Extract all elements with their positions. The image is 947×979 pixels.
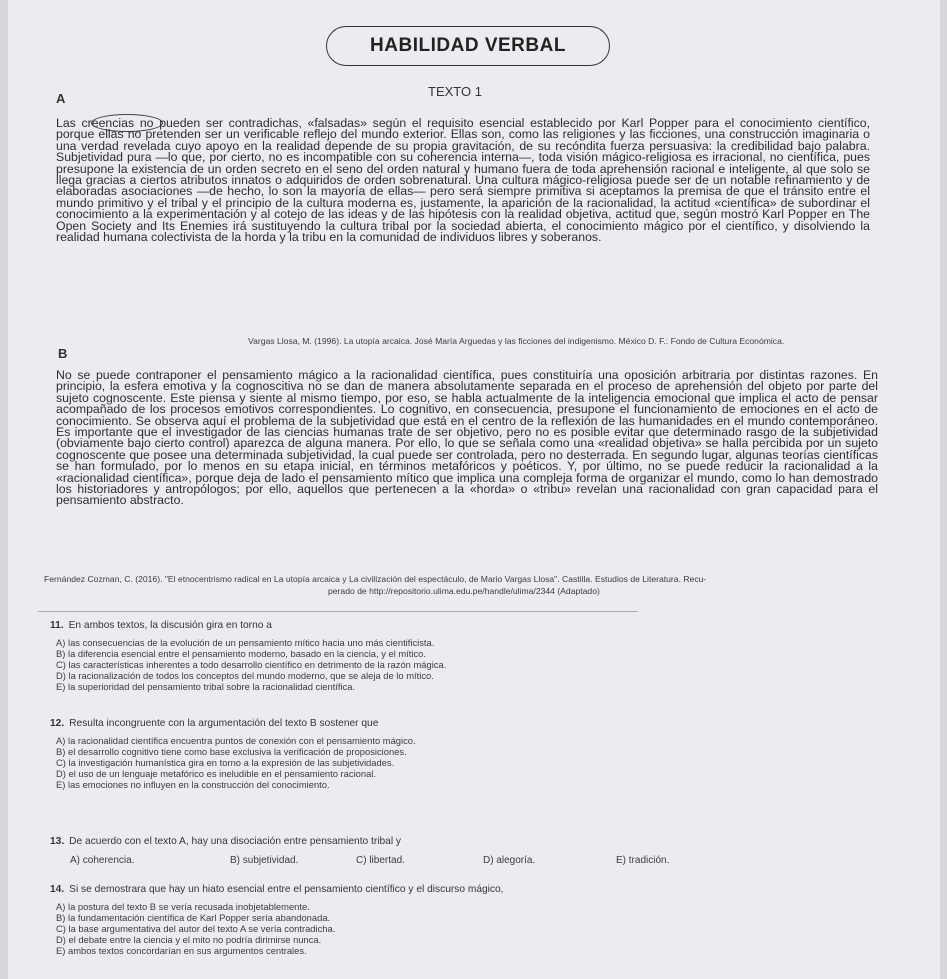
option-c[interactable]: C) libertad.: [356, 855, 405, 866]
question-stem: En ambos textos, la discusión gira en torno a: [68, 620, 272, 631]
option-c[interactable]: C) la investigación humanística gira en torno a la expresión de las subjetividades.: [56, 757, 395, 768]
option-a[interactable]: A) las consecuencias de la evolución de un pensamiento mítico hacia uno más cientificista.: [56, 637, 435, 648]
option-b[interactable]: B) subjetividad.: [230, 855, 299, 866]
text-b-citation-line2: perado de http://repositorio.ulima.edu.pe/handle/ulima/2344 (Adaptado): [328, 586, 600, 596]
question-11-options: [56, 637, 446, 692]
question-number: 11.: [50, 620, 64, 631]
text-a-citation: Vargas Llosa, M. (1996). La utopía arcaica. José María Arguedas y las ficciones del indigenismo. México D. F.: Fondo de Cultura Económica.: [248, 336, 785, 346]
option-b[interactable]: B) la diferencia esencial entre el pensamiento moderno, basado en la ciencia, y el mítico.: [56, 648, 426, 659]
question-14: [50, 884, 504, 895]
text-b-paragraph: No se puede contraponer el pensamiento mágico a la racionalidad científica, pues constituiría una oposición arbitraria por distintas razones. En principio, la esfera emotiva y la cognoscitiva no se dan de manera absolutamente separada en el proceso de aprehensión del objeto por parte del sujeto cognoscente. Este piensa y siente al mismo tiempo, por eso, se habla actualmente de la inteligencia emocional que implica el acto de pensar acompañado de los procesos emotivos correspondientes. Lo cognitivo, en consecuencia, presupone el funcionamiento de emociones en el acto de conocimiento. Se observa aquí el problema de la subjetividad que está en el centro de la reflexión de las humanidades en el mundo contemporáneo. Es importante que el investigador de las ciencias humanas trate de ser objetivo, pero no es posible evitar que determinado rasgo de la subjetividad (obviamente bajo cierto control) aparezca de alguna manera. Por ello, lo que se señala como una «realidad objetiva» se halla percibida por un sujeto cognoscente que posee una determinada subjetividad, la cual puede ser controlada, pero no desterrada. En segundo lugar, algunas teorías científicas se han formulado, por lo menos en su etapa inicial, en términos metafóricos y poéticos. Y, por último, no se puede reducir la racionalidad a la «racionalidad científica», porque deja de lado el pensamiento mítico que implica una compleja forma de organizar el mundo, como lo han demostrado los historiadores y antropólogos; por ello, aquellos que pertenecen a la «horda» o «tribu» revelan una racionalidad con gran capacidad para el pensamiento abstracto.: [56, 368, 878, 508]
option-d[interactable]: D) alegoría.: [483, 855, 536, 866]
option-b[interactable]: B) el desarrollo cognitivo tiene como base exclusiva la verificación de proposiciones.: [56, 746, 407, 757]
option-a[interactable]: A) coherencia.: [70, 855, 135, 866]
question-12-options: [56, 735, 416, 790]
question-number: 13.: [50, 836, 65, 847]
option-c[interactable]: C) las características inherentes a todo desarrollo científico en detrimento de la razón mágica.: [56, 659, 447, 670]
question-stem: Resulta incongruente con la argumentación del texto B sostener que: [69, 718, 379, 729]
question-stem: De acuerdo con el texto A, hay una disociación entre pensamiento tribal y: [69, 836, 402, 847]
option-e[interactable]: E) las emociones no influyen en la construcción del conocimiento.: [56, 779, 330, 790]
question-14-options: [56, 901, 335, 956]
question-13: [50, 836, 401, 847]
divider: [38, 611, 638, 612]
option-e[interactable]: E) la superioridad del pensamiento tribal sobre la racionalidad científica.: [56, 681, 356, 692]
text-b-citation-line1: Fernández Cozman, C. (2016). "El etnocentrismo radical en La utopía arcaica y La civilización del espectáculo, de Mario Vargas Llosa". Castilla. Estudios de Literatura. Recu-: [44, 574, 707, 584]
option-a[interactable]: A) la racionalidad científica encuentra puntos de conexión con el pensamiento mágico.: [56, 735, 416, 746]
page-title: HABILIDAD VERBAL: [326, 26, 610, 66]
option-b[interactable]: B) la fundamentación científica de Karl Popper sería abandonada.: [56, 912, 331, 923]
text-a-body: [56, 118, 870, 243]
text-a-paragraph: Las creencias no pueden ser contradichas, «falsadas» según el requisito esencial establecido por Karl Popper para el conocimiento científico, porque ellas no pretenden ser un verificable reflejo del mundo exterior. Ellas son, como las religiones y las ficciones, una construcción imaginaria o una verdad revelada cuyo apoyo en la realidad depende de su propia gravitación, de su recóndita fuerza persuasiva: la credibilidad bajo palabra. Subjetividad pura —lo que, por cierto, no es incompatible con su coherencia interna—, toda visión mágico-religiosa es irracional, no científica, pues presupone la existencia de un orden secreto en el seno del orden natural y humano fuera de toda aprehensión racional e inteligente, al que solo se llega gracias a ciertos atributos innatos o adquiridos de orden sobrenatural. Una cultura mágico-religiosa puede ser de un notable refinamiento y de elaboradas asociaciones —de hecho, lo son la mayoría de ellas— pero será siempre primitiva si aceptamos la premisa de que el tránsito entre el mundo primitivo y el tribal y el principio de la cultura moderna es, justamente, la aparición de la racionalidad, la actitud «científica» de subordinar el conocimiento a la experimentación y al cotejo de las ideas y de las hipótesis con la realidad objetiva, actitud que, según mostró Karl Popper en The Open Society and Its Enemies irá sustituyendo la cultura tribal por la sociedad abierta, el conocimiento mágico por el científico, y disolviendo la realidad humana colectivista de la horda y la tribu en la comunidad de individuos libres y soberanos.: [56, 116, 870, 245]
question-number: 14.: [50, 884, 65, 895]
question-12: [50, 718, 378, 729]
question-11: [50, 620, 272, 631]
section-letter-b: B: [58, 346, 68, 361]
option-d[interactable]: D) el debate entre la ciencia y el mito no podría dirimirse nunca.: [56, 934, 322, 945]
section-letter-a: A: [56, 91, 66, 106]
question-stem: Si se demostrara que hay un hiato esencial entre el pensamiento científico y el discurso mágico,: [69, 884, 504, 895]
text-b-body: [56, 370, 878, 507]
question-number: 12.: [50, 718, 65, 729]
option-e[interactable]: E) ambos textos concordarían en sus argumentos centrales.: [56, 945, 307, 956]
option-c[interactable]: C) la base argumentativa del autor del texto A se vería contradicha.: [56, 923, 336, 934]
option-a[interactable]: A) la postura del texto B se vería recusada inobjetablemente.: [56, 901, 310, 912]
texto-label: TEXTO 1: [428, 84, 482, 99]
option-e[interactable]: E) tradición.: [616, 855, 670, 866]
option-d[interactable]: D) la racionalización de todos los conceptos del mundo moderno, que se aleja de lo mítico.: [56, 670, 434, 681]
exam-sheet: [8, 0, 940, 979]
option-d[interactable]: D) el uso de un lenguaje metafórico es ineludible en el pensamiento racional.: [56, 768, 376, 779]
